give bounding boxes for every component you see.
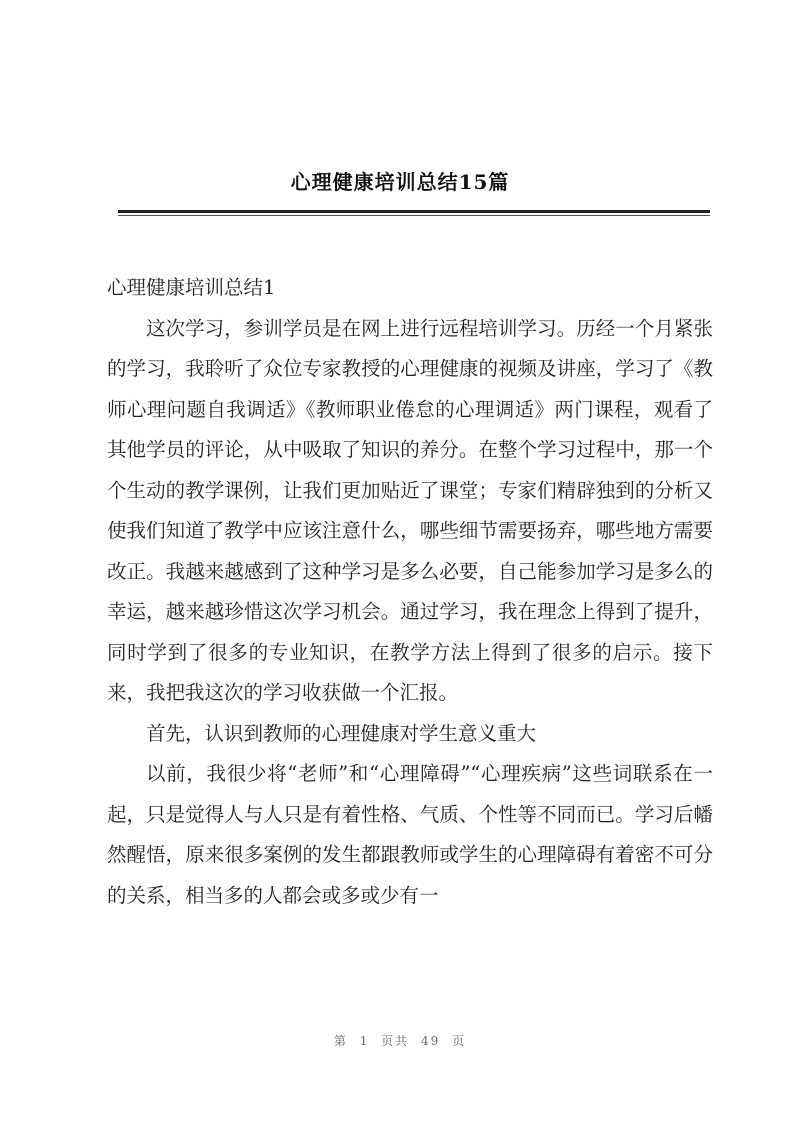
footer-middle: 页共	[381, 1034, 410, 1048]
document-title: 心理健康培训总结15篇	[290, 170, 510, 194]
document-body	[107, 268, 713, 916]
footer-suffix: 页	[452, 1034, 467, 1048]
paragraph-3: 以前，我很少将“老师”和“心理障碍”“心理疾病”这些词联系在一起，只是觉得人与人只是有着性格、气质、个性等不同而已。学习后幡然醒悟，原来很多案例的发生都跟教师或学生的心理障碍有着密不可分的关系，相当多的人都会或多或少有一	[107, 762, 713, 907]
page-footer	[0, 1032, 800, 1049]
title-divider-thick	[118, 210, 710, 213]
paragraph-2: 首先，认识到教师的心理健康对学生意义重大	[146, 721, 537, 745]
footer-current-page: 1	[359, 1034, 370, 1048]
footer-total-pages: 49	[421, 1034, 441, 1048]
title-divider-thin	[118, 215, 710, 216]
section-heading: 心理健康培训总结1	[107, 276, 276, 299]
footer-prefix: 第	[333, 1034, 348, 1048]
paragraph-1: 这次学习，参训学员是在网上进行远程培训学习。历经一个月紧张的学习，我聆听了众位专家教授的心理健康的视频及讲座，学习了《教师心理问题自我调适》《教师职业倦怠的心理调适》两门课程，观看了其他学员的评论，从中吸取了知识的养分。在整个学习过程中，那一个个生动的教学课例，让我们更加贴近了课堂；专家们精辟独到的分析又使我们知道了教学中应该注意什么，哪些细节需要扬弃，哪些地方需要改正。我越来越感到了这种学习是多么必要，自己能参加学习是多么的幸运，越来越珍惜这次学习机会。通过学习，我在理念上得到了提升，同时学到了很多的专业知识，在教学方法上得到了很多的启示。接下来，我把我这次的学习收获做一个汇报。	[107, 316, 713, 704]
